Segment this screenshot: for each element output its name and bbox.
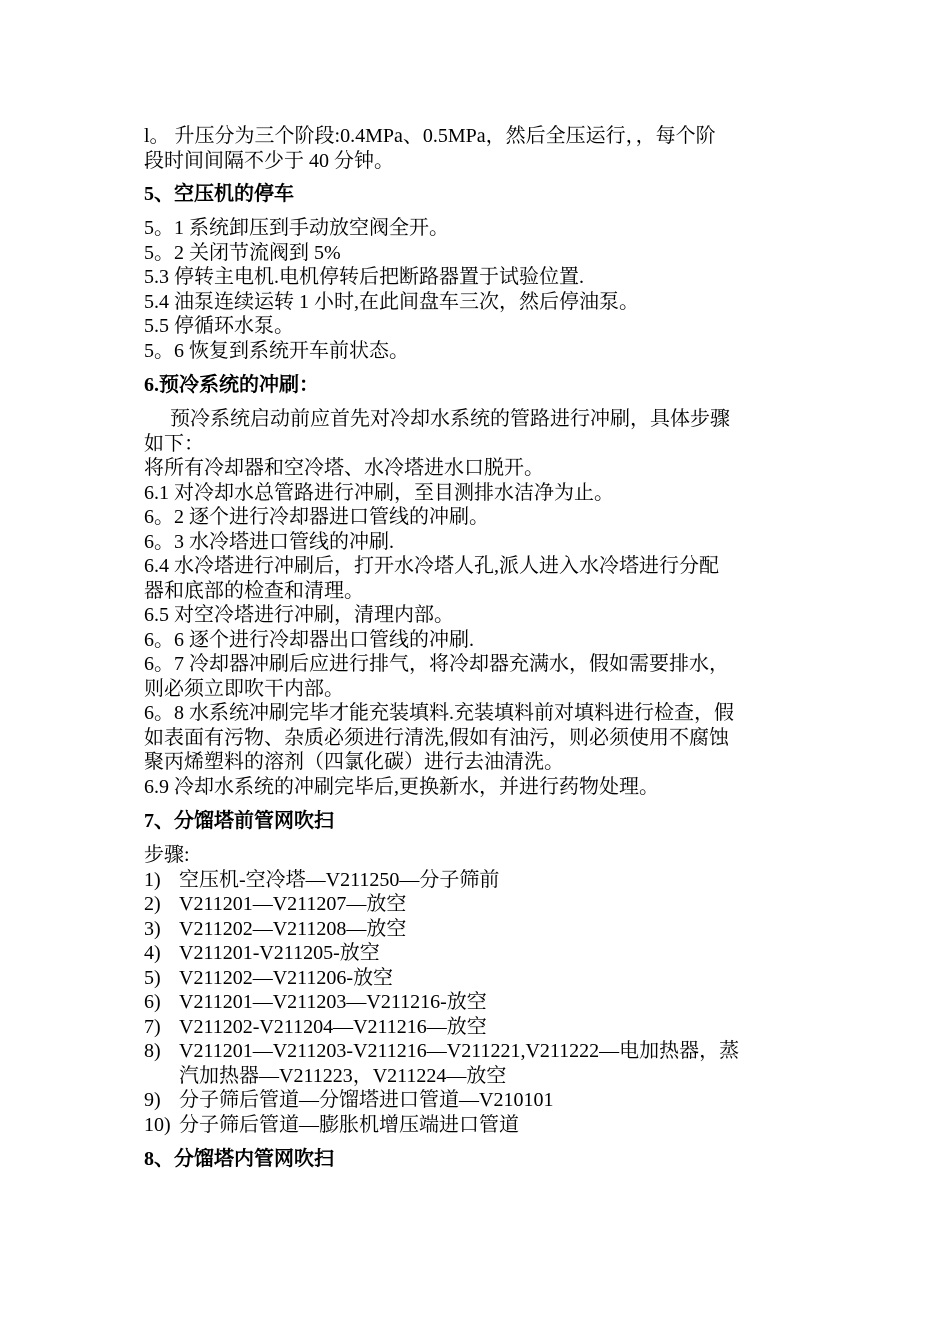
step-item <box>144 1039 809 1088</box>
list-item: 6。3 水冷塔进口管线的冲刷. <box>144 530 394 553</box>
step-text: V211201-V211205-放空 <box>179 942 380 964</box>
steps-list <box>144 868 809 1138</box>
step-number: 6) <box>144 991 161 1013</box>
section-6-heading: 6.预冷系统的冲刷： <box>144 374 319 396</box>
step-item <box>144 1015 809 1040</box>
step-text-line: V211201—V211203-V211216—V211221,V211222—电加热器，蒸 <box>179 1040 740 1062</box>
step-text: V211201—V211203—V211216-放空 <box>179 991 487 1013</box>
list-item: 聚丙烯塑料的溶剂（四氯化碳）进行去油清洗。 <box>144 751 564 773</box>
step-text: V211201—V211207—放空 <box>179 893 407 915</box>
step-number: 7) <box>144 1015 161 1038</box>
step-text: V211202—V211208—放空 <box>179 917 407 940</box>
step-number: 8) <box>144 1040 161 1062</box>
paragraph-line: 段时间间隔不少于 40 分钟。 <box>144 149 394 172</box>
step-text: V211202-V211204—V211216—放空 <box>179 1015 487 1038</box>
paragraph-line: 如下： <box>144 432 204 455</box>
list-item: 5.3 停转主电机.电机停转后把断路器置于试验位置. <box>144 266 584 288</box>
list-item: 5。1 系统卸压到手动放空阀全开。 <box>144 217 449 239</box>
steps-label: 步骤: <box>144 844 190 866</box>
list-item: 6。7 冷却器冲刷后应进行排气，将冷却器充满水，假如需要排水， <box>144 653 729 675</box>
step-number: 1) <box>144 868 161 891</box>
list-item: 如表面有污物、杂质必须进行清洗,假如有油污，则必须使用不腐蚀 <box>144 726 729 749</box>
list-item: 5。2 关闭节流阀到 5% <box>144 241 341 264</box>
step-text <box>179 1039 809 1088</box>
step-text: V211202—V211206-放空 <box>179 966 394 989</box>
list-item: 6.9 冷却水系统的冲刷完毕后,更换新水，并进行药物处理。 <box>144 775 659 798</box>
step-number: 10) <box>144 1113 171 1136</box>
list-item: 器和底部的检查和清理。 <box>144 579 364 602</box>
paragraph-line: 预冷系统启动前应首先对冷却水系统的管路进行冲刷，具体步骤 <box>170 408 730 430</box>
list-item: 6。6 逐个进行冷却器出口管线的冲刷. <box>144 628 474 651</box>
step-text-line: 汽加热器—V211223，V211224—放空 <box>179 1064 507 1087</box>
paragraph-line: l。 升压分为三个阶段:0.4MPa、0.5MPa，然后全压运行，，每个阶 <box>144 125 716 147</box>
list-item: 5。6 恢复到系统开车前状态。 <box>144 339 409 362</box>
step-number: 3) <box>144 917 161 940</box>
step-text: 分子筛后管道—膨胀机增压端进口管道 <box>179 1113 519 1136</box>
step-number: 4) <box>144 942 161 964</box>
step-item <box>144 941 809 966</box>
section-8-heading: 8、分馏塔内管网吹扫 <box>144 1148 334 1170</box>
section-7-heading: 7、分馏塔前管网吹扫 <box>144 810 334 832</box>
step-item <box>144 892 809 917</box>
step-item <box>144 990 809 1015</box>
step-item <box>144 868 809 893</box>
step-number: 2) <box>144 893 161 915</box>
section-5-heading: 5、空压机的停车 <box>144 183 294 205</box>
step-item <box>144 917 809 942</box>
document-page <box>144 124 809 1181</box>
list-item: 6。8 水系统冲刷完毕才能充装填料.充装填料前对填料进行检查，假 <box>144 702 734 724</box>
list-item: 6.5 对空冷塔进行冲刷，清理内部。 <box>144 604 454 626</box>
list-item: 则必须立即吹干内部。 <box>144 677 344 700</box>
list-item: 6。2 逐个进行冷却器进口管线的冲刷。 <box>144 506 489 528</box>
list-item: 5.4 油泵连续运转 1 小时,在此间盘车三次，然后停油泵。 <box>144 290 639 313</box>
step-number: 9) <box>144 1089 161 1111</box>
list-item: 6.4 水冷塔进行冲刷后，打开水冷塔人孔,派人进入水冷塔进行分配 <box>144 555 719 577</box>
step-item <box>144 966 809 991</box>
step-number: 5) <box>144 966 161 989</box>
step-text: 空压机-空冷塔—V211250—分子筛前 <box>179 868 500 891</box>
step-item <box>144 1088 809 1113</box>
paragraph-line: 将所有冷却器和空冷塔、水冷塔进水口脱开。 <box>144 457 544 479</box>
list-item: 5.5 停循环水泵。 <box>144 315 294 337</box>
step-text: 分子筛后管道—分馏塔进口管道—V210101 <box>179 1089 554 1111</box>
list-item: 6.1 对冷却水总管路进行冲刷，至目测排水洁净为止。 <box>144 481 614 504</box>
step-item <box>144 1113 809 1138</box>
